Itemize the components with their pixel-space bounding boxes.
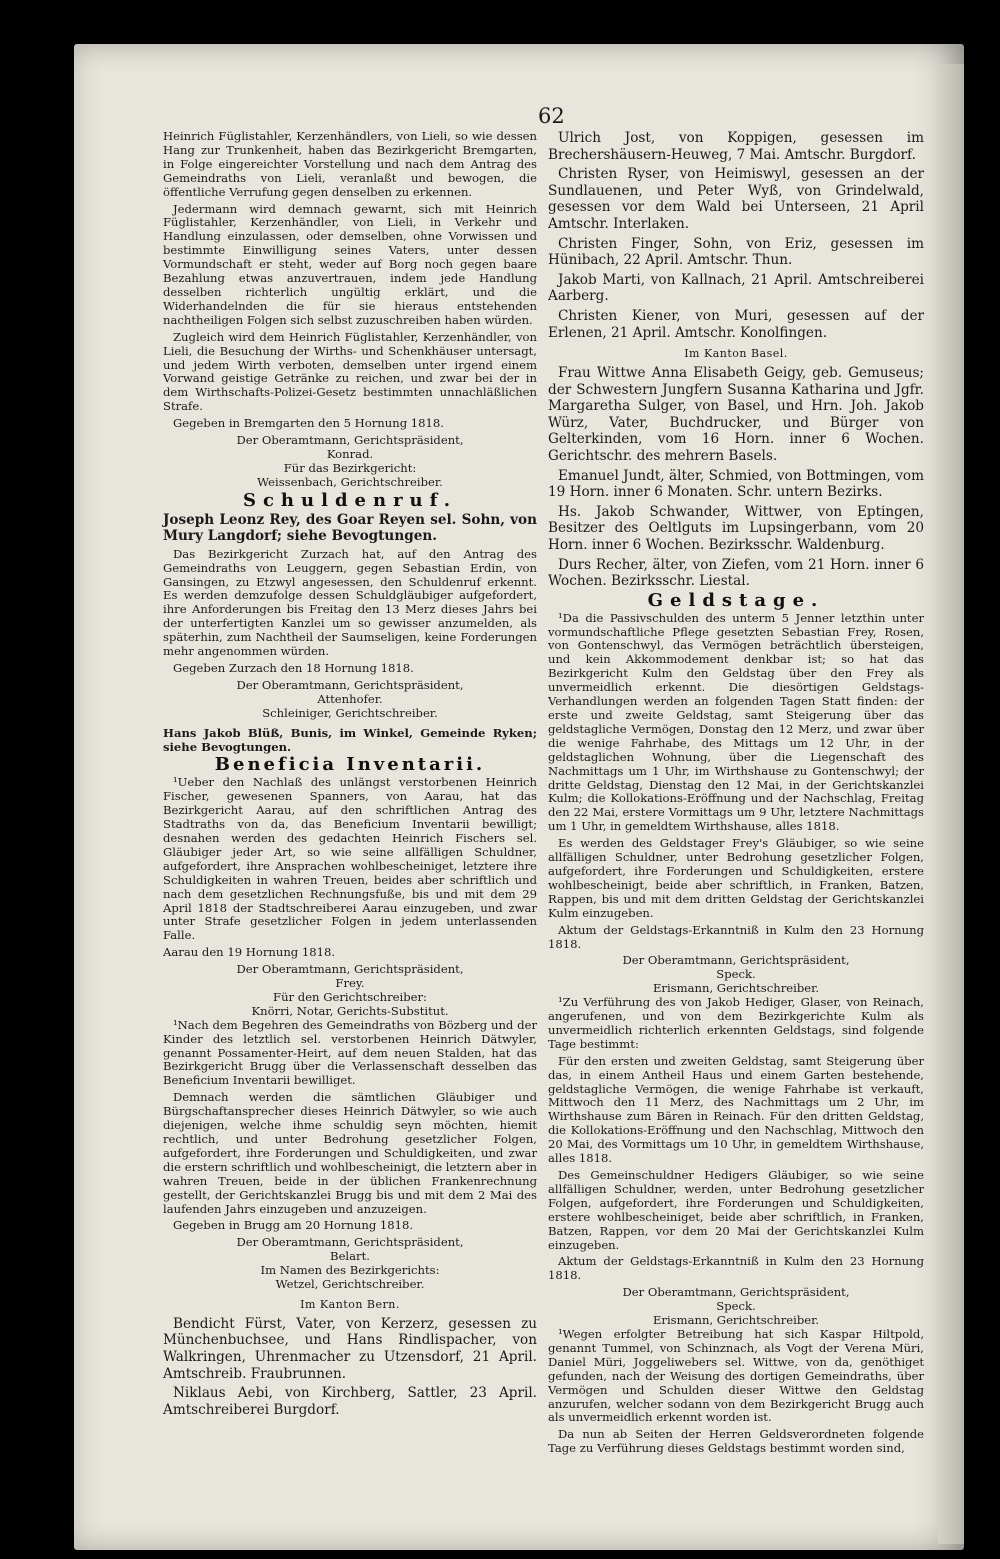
signature-line: Der Oberamtmann, Gerichtspräsident, bbox=[236, 1235, 464, 1250]
signature-line: Wetzel, Gerichtschreiber. bbox=[275, 1277, 425, 1292]
notice-entry: Christen Kiener, von Muri, gesessen auf der Erlenen, 21 April. Amtschr. Konolfingen. bbox=[548, 307, 924, 341]
signature-line: Belart. bbox=[330, 1249, 370, 1264]
signature-line: Speck. bbox=[716, 967, 756, 982]
notice-entry: Frau Wittwe Anna Elisabeth Geigy, geb. Gemuseus; der Schwestern Jungfern Susanna Katharina und Jgfr. Margaretha Sulger, von Basel, und Hrn. Joh. Jakob Würz, Vater, Buchdrucker, und Bürger von Gelterkinden, vom 16 Horn. inner 6 Wochen. Gerichtschr. des mehrern Basels. bbox=[548, 365, 924, 464]
notice-entry: Ulrich Jost, von Koppigen, gesessen im Brechershäusern-Heuweg, 7 Mai. Amtschr. Burgdorf. bbox=[548, 130, 924, 163]
page-edge-shadow bbox=[938, 64, 964, 1544]
signature-line: Schleiniger, Gerichtschreiber. bbox=[262, 705, 438, 720]
date-line: Gegeben Zurzach den 18 Hornung 1818. bbox=[173, 661, 414, 675]
signature-line: Erismann, Gerichtschreiber. bbox=[652, 981, 820, 996]
signature-line: Für das Bezirkgericht: bbox=[283, 460, 417, 475]
signature-line: Der Oberamtmann, Gerichtspräsident, bbox=[622, 1285, 850, 1300]
paragraph: Demnach werden die sämtlichen Gläubiger und Bürgschaftansprecher dieses Heinrich Dätwyler, so wie auch diejenigen, welche ihme schuldig seyn möchten, hiemit rechtlich, und unter Bedrohung gesetzlicher Folgen, aufgefordert, ihre Forderungen und Schuldigkeiten, und zwar die erstern schriftlich und wohlbescheinigt, die letztern aber in wahren Treuen, beide in der üblichen Frankenrechnung gestellt, der Gerichtskanzlei Brugg bis und mit dem 2 Mai des laufenden Jahrs einzugeben und anzuzeigen. bbox=[163, 1090, 537, 1216]
paragraph: Zugleich wird dem Heinrich Füglistahler, Kerzenhändler, von Lieli, die Besuchung der Wirths- und Schenkhäuser untersagt, und jedem Wirth verboten, demselben unter irgend einem Vorwand geistige Getränke zu reichen, und zwar bei der in dem Wirthschafts-Polizei-Gesetz bestimmten unnachläßlichen Strafe. bbox=[163, 329, 537, 414]
notice-entry: Bendicht Fürst, Vater, von Kerzerz, gesessen zu Münchenbuchsee, und Hans Rindlispacher, von Walkringen, Uhrenmacher zu Utzensdorf, 21 April. Amtschreib. Fraubrunnen. bbox=[163, 1315, 537, 1382]
notice-entry: Hs. Jakob Schwander, Wittwer, von Eptingen, Besitzer des Oeltlguts im Lupsingerbann, vom 20 Horn. inner 6 Wochen. Bezirksschr. Waldenburg. bbox=[548, 503, 924, 553]
right-column bbox=[548, 130, 924, 1459]
paragraph: Jedermann wird demnach gewarnt, sich mit Heinrich Füglistahler, Kerzenhändler, von Lieli, in Verkehr und Handlung einzulassen, oder demselben, ohne Vorwissen und bestimmte Einwilligung seines Vaters, unter dessen Vormundschaft er steht, weder auf Borg noch gegen baare Bezahlung etwas anzuvertrauen, indem jede Handlung desselben richterlich ungültig erklärt, und die Widerhandelnden die für sie hieraus entstehenden nachtheiligen Folgen sich selbst zuzuschreiben haben würden. bbox=[163, 201, 537, 327]
section-heading-geldstage: Geldstage. bbox=[647, 589, 825, 611]
canton-heading-basel: Im Kanton Basel. bbox=[684, 347, 788, 361]
signature-line: Knörri, Notar, Gerichts-Substitut. bbox=[251, 1003, 449, 1018]
paragraph: Des Gemeinschuldner Hedigers Gläubiger, so wie seine allfälligen Schuldner, werden, unter Bedrohung gesetzlicher Folgen, aufgefordert, ihre Forderungen und Schuldigkeiten, erstere wohlbescheiniget, beide aber schriftlich, in Franken, Batzen, Rappen, vor dem 20 Mai der Gerichtskanzlei Kulm einzugeben. bbox=[548, 1168, 924, 1252]
signature-line: Frey. bbox=[335, 976, 365, 991]
signature-line: Der Oberamtmann, Gerichtspräsident, bbox=[236, 433, 464, 448]
paragraph: Das Bezirkgericht Zurzach hat, auf den Antrag des Gemeindraths von Leuggern, gegen Sebastian Erdin, von Gansingen, zu Etzwyl angesessen, den Schuldenruf erkennt. Es werden demzufolge dessen Schuldgläubiger aufgefordert, ihre Anforderungen bis Freitag den 13 Merz dieses Jahrs bei der unterfertigten Kanzlei um so gewisser anzumelden, als späterhin, zum Nachtheil der Saumseligen, keine Forderungen mehr angenommen würden. bbox=[163, 546, 537, 659]
paragraph: Es werden des Geldstager Frey's Gläubiger, so wie seine allfälligen Schuldner, unter Bedrohung gesetzlicher Folgen, aufgefordert, ihre Forderungen und Schuldigkeiten, erstere wohlbescheinigt, beide aber schriftlich, in Franken, Batzen, Rappen, bis und mit dem dritten Geldstag der Gerichtskanzlei Kulm einzugeben. bbox=[548, 836, 924, 920]
canton-heading-bern: Im Kanton Bern. bbox=[300, 1297, 400, 1311]
notice-entry: Jakob Marti, von Kallnach, 21 April. Amtschreiberei Aarberg. bbox=[548, 271, 924, 305]
signature-line: Attenhofer. bbox=[317, 691, 383, 706]
notice-entry: Hans Jakob Blüß, Bunis, im Winkel, Gemeinde Ryken; siehe Bevogtungen. bbox=[163, 725, 537, 754]
paragraph: ¹Wegen erfolgter Betreibung hat sich Kaspar Hiltpold, genannt Tummel, von Schinznach, als Vogt der Verena Müri, Daniel Müri, Joggeliwebers sel. Wittwe, von da, genöthiget gefunden, nach der Weisung des dortigen Gemeindraths, über Vermögen und Schulden dieser Wittwe den Geldstag anzurufen, welcher sodann von dem Bezirkgericht Brugg auch als unvermeidlich erkennt worden ist. bbox=[548, 1326, 924, 1425]
notice-entry: Christen Ryser, von Heimiswyl, gesessen an der Sundlauenen, und Peter Wyß, von Grindelwald, gesessen vor dem Wald bei Unterseen, 21 April Amtschr. Interlaken. bbox=[548, 166, 924, 232]
paragraph: ¹Da die Passivschulden des unterm 5 Jenner letzthin unter vormundschaftliche Pflege gesetzten Sebastian Frey, Rosen, von Gontenschwyl, das Vermögen beträchtlich übersteigen, und kein Akkommodement denkbar ist; so hat das Bezirkgericht Kulm den Geldstag über den Frey als unvermeidlich erkennt. Die diesörtigen Geldstags-Verhandlungen werden an folgenden Tagen Statt finden: der erste und zweite Geldstag, samt Steigerung über das geldstagliche Vermögen, Donstag den 12 Merz, und zwar über die wenige Fahrhabe, des Mittags um 12 Uhr, in der geldstaglichen Wohnung, über die Liegenschaft des Nachmittags um 1 Uhr, im Wirthshause zu Gontenschwyl; der dritte Geldstag, Dienstag den 12 Mai, in der Gerichtskanzlei Kulm; die Kollokations-Eröffnung und der Nachschlag, Freitag den 22 Mai, erstere Vormittags um 9 Uhr, letztere Nachmittags um 1 Uhr, in gemeldtem Wirthshause, alles 1818. bbox=[548, 610, 924, 834]
date-line: Aktum der Geldstags-Erkanntniß in Kulm den 23 Hornung 1818. bbox=[548, 1254, 924, 1283]
notice-entry: Emanuel Jundt, älter, Schmied, von Bottmingen, vom 19 Horn. inner 6 Monaten. Schr. untern Bezirks. bbox=[548, 467, 924, 501]
signature-line: Im Namen des Bezirkgerichts: bbox=[260, 1263, 440, 1278]
date-line: Aarau den 19 Hornung 1818. bbox=[163, 945, 336, 960]
section-heading-beneficia: Beneficia Inventarii. bbox=[214, 754, 486, 776]
signature-line: Erismann, Gerichtschreiber. bbox=[652, 1313, 820, 1328]
date-line: Gegeben in Brugg am 20 Hornung 1818. bbox=[173, 1218, 414, 1233]
signature-line: Der Oberamtmann, Gerichtspräsident, bbox=[236, 677, 464, 692]
signature-line: Speck. bbox=[716, 1299, 756, 1314]
left-column bbox=[163, 130, 537, 1421]
signature-line: Der Oberamtmann, Gerichtspräsident, bbox=[622, 953, 850, 968]
paragraph: Da nun ab Seiten der Herren Geldsverordneten folgende Tage zu Verführung dieses Geldstags bestimmt worden sind, bbox=[548, 1427, 924, 1456]
section-heading-schuldenruf: Schuldenruf. bbox=[242, 489, 458, 511]
page-number: 62 bbox=[538, 104, 565, 128]
notice-entry: Durs Recher, älter, von Ziefen, vom 21 Horn. inner 6 Wochen. Bezirksschr. Liestal. bbox=[548, 556, 924, 590]
paragraph: ¹Zu Verführung des von Jakob Hediger, Glaser, von Reinach, angerufenen, und von dem Bezirkgerichte Kulm als unvermeidlich richterlich erkennten Geldstags, sind folgende Tage bestimmt: bbox=[548, 995, 924, 1051]
notice-entry: Christen Finger, Sohn, von Eriz, gesessen im Hünibach, 22 April. Amtschr. Thun. bbox=[548, 235, 924, 269]
signature-line: Konrad. bbox=[326, 446, 374, 461]
paragraph: Für den ersten und zweiten Geldstag, samt Steigerung über das, in einem Antheil Haus und einem Garten bestehende, geldstagliche Vermögen, die wenige Fahrhabe ist verkauft, Mittwoch den 11 Merz, des Nachmittags um 2 Uhr, im Wirthshause zum Bären in Reinach. Für den dritten Geldstag, die Kollokations-Eröffnung und den Nachschlag, Mittwoch den 20 Mai, des Vormittags um 10 Uhr, in gemeldtem Wirthshause, alles 1818. bbox=[548, 1053, 924, 1166]
paragraph: Heinrich Füglistahler, Kerzenhändlers, von Lieli, so wie dessen Hang zur Trunkenheit, haben das Bezirkgericht Bremgarten, in Folge eingereichter Vorstellung und nach dem Antrag des Gemeindraths von Lieli, veranlaßt und bewogen, die öffentliche Verrufung gegen denselben zu erkennen. bbox=[163, 129, 537, 199]
date-line: Gegeben in Bremgarten den 5 Hornung 1818. bbox=[173, 416, 444, 431]
paragraph: ¹Nach dem Begehren des Gemeindraths von Bözberg und der Kinder des letztlich sel. verstorbenen Heinrich Dätwyler, genannt Possamenter-Heirt, auf dem neuen Stalden, hat das Bezirkgericht Brugg über die Verlassenschaft desselben das Beneficium Inventarii bewilliget. bbox=[163, 1017, 537, 1088]
signature-line: Weissenbach, Gerichtschreiber. bbox=[257, 474, 443, 489]
notice-entry: Niklaus Aebi, von Kirchberg, Sattler, 23 April. Amtschreiberei Burgdorf. bbox=[163, 1385, 537, 1418]
date-line: Aktum der Geldstags-Erkanntniß in Kulm den 23 Hornung 1818. bbox=[548, 922, 924, 951]
notice-entry: Joseph Leonz Rey, des Goar Reyen sel. Sohn, von Mury Langdorf; siehe Bevogtungen. bbox=[163, 511, 537, 545]
signature-line: Für den Gerichtschreiber: bbox=[273, 989, 427, 1004]
paragraph: ¹Ueber den Nachlaß des unlängst verstorbenen Heinrich Fischer, gewesenen Spanners, von Aarau, hat das Bezirkgericht Aarau, auf den schriftlichen Antrag des Stadtraths von da, das Beneficium Inventarii bewilligt; desnahen werden des gedachten Heinrich Fischers sel. Gläubiger jeder Art, so wie seine allfälligen Schuldner, aufgefordert, ihre Ansprachen wohlbescheiniget, letztere ihre Schuldigkeiten in wahren Treuen, beides aber schriftlich und nach dem gesetzlichen Rechnungsfuße, bis und mit dem 29 April 1818 der Stadtschreiberei Aarau einzugeben, und zwar unter Strafe gesetzlicher Folgen in jedem unterlassenden Falle. bbox=[163, 775, 537, 943]
signature-line: Der Oberamtmann, Gerichtspräsident, bbox=[236, 962, 464, 977]
